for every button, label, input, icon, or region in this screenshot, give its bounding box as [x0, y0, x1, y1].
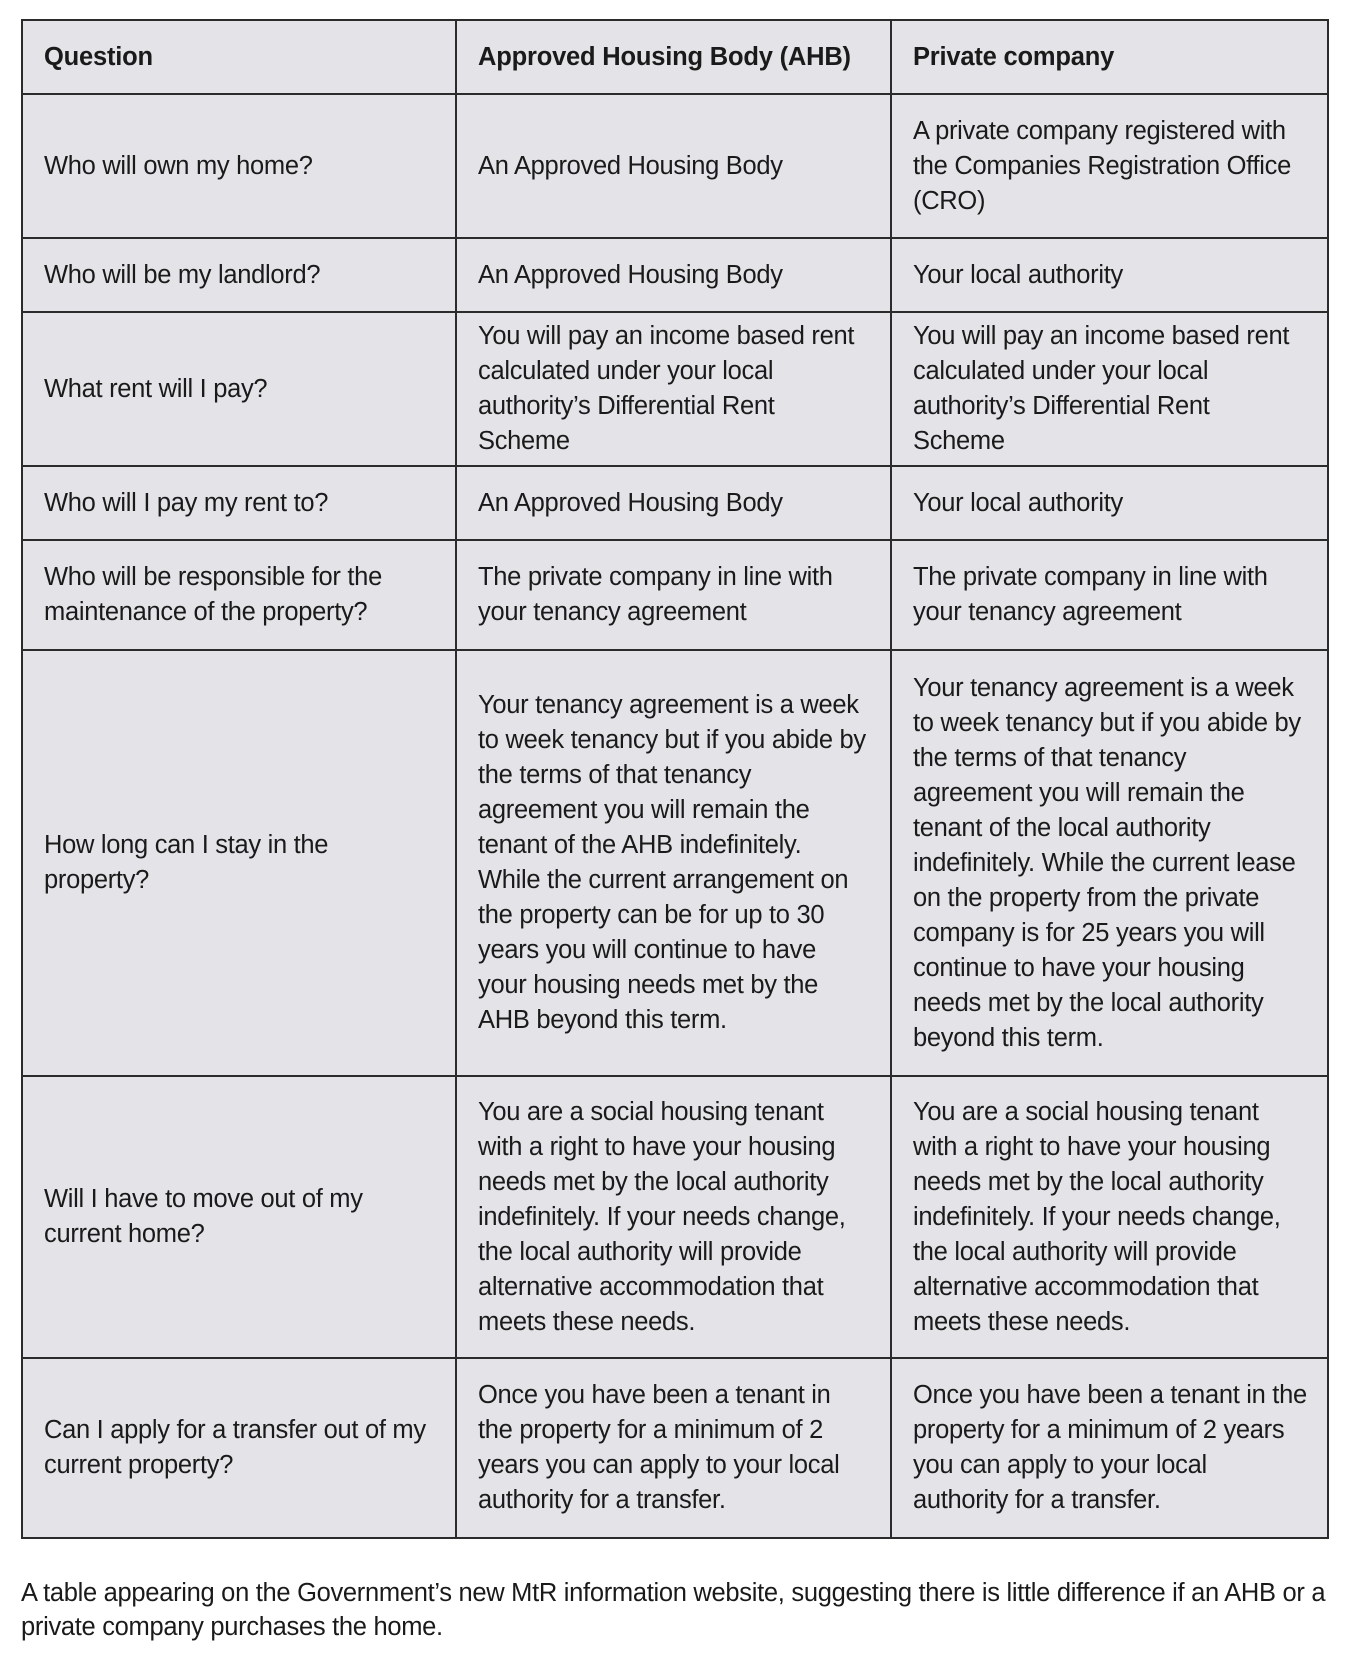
- private-company-answer-cell: You are a social housing tenant with a right to have your housing needs met by the local authority indefinitely. If your needs change, the local authority will provide alternative accommodation that meets these needs.: [891, 1076, 1328, 1358]
- question-cell: How long can I stay in the property?: [22, 650, 456, 1076]
- column-header-ahb: Approved Housing Body (AHB): [456, 20, 891, 94]
- ahb-answer-cell: An Approved Housing Body: [456, 94, 891, 238]
- table-row: [22, 540, 1328, 650]
- table-row: [22, 650, 1328, 1076]
- table-row: [22, 94, 1328, 238]
- question-cell: Who will be responsible for the maintenance of the property?: [22, 540, 456, 650]
- private-company-answer-cell: The private company in line with your tenancy agreement: [891, 540, 1328, 650]
- comparison-table: [21, 19, 1329, 1539]
- private-company-answer-cell: Your local authority: [891, 238, 1328, 312]
- ahb-answer-cell: An Approved Housing Body: [456, 238, 891, 312]
- private-company-answer-cell: Your local authority: [891, 466, 1328, 540]
- table-row: [22, 238, 1328, 312]
- question-cell: Who will be my landlord?: [22, 238, 456, 312]
- ahb-answer-cell: Your tenancy agreement is a week to week tenancy but if you abide by the terms of that tenancy agreement you will remain the tenant of the AHB indefinitely. While the current arrangement on the property can be for up to 30 years you will continue to have your housing needs met by the AHB beyond this term.: [456, 650, 891, 1076]
- column-header-private-company: Private company: [891, 20, 1328, 94]
- private-company-answer-cell: Once you have been a tenant in the property for a minimum of 2 years you can apply to your local authority for a transfer.: [891, 1358, 1328, 1538]
- table-caption: A table appearing on the Government’s new MtR information website, suggesting there is little difference if an AHB or a private company purchases the home.: [21, 1579, 1326, 1641]
- question-cell: Who will own my home?: [22, 94, 456, 238]
- question-cell: Will I have to move out of my current home?: [22, 1076, 456, 1358]
- private-company-answer-cell: A private company registered with the Companies Registration Office (CRO): [891, 94, 1328, 238]
- question-cell: What rent will I pay?: [22, 312, 456, 466]
- question-cell: Who will I pay my rent to?: [22, 466, 456, 540]
- ahb-answer-cell: You will pay an income based rent calculated under your local authority’s Differential Rent Scheme: [456, 312, 891, 466]
- column-header-question: Question: [22, 20, 456, 94]
- table-row: [22, 1076, 1328, 1358]
- private-company-answer-cell: You will pay an income based rent calculated under your local authority’s Differential Rent Scheme: [891, 312, 1328, 466]
- private-company-answer-cell: Your tenancy agreement is a week to week tenancy but if you abide by the terms of that tenancy agreement you will remain the tenant of the local authority indefinitely. While the current lease on the property from the private company is for 25 years you will continue to have your housing needs met by the local authority beyond this term.: [891, 650, 1328, 1076]
- ahb-answer-cell: Once you have been a tenant in the property for a minimum of 2 years you can apply to your local authority for a transfer.: [456, 1358, 891, 1538]
- table-row: [22, 1358, 1328, 1538]
- question-cell: Can I apply for a transfer out of my current property?: [22, 1358, 456, 1538]
- table-row: [22, 466, 1328, 540]
- table-row: [22, 312, 1328, 466]
- ahb-answer-cell: You are a social housing tenant with a right to have your housing needs met by the local authority indefinitely. If your needs change, the local authority will provide alternative accommodation that meets these needs.: [456, 1076, 891, 1358]
- table-header-row: [22, 20, 1328, 94]
- ahb-answer-cell: The private company in line with your tenancy agreement: [456, 540, 891, 650]
- ahb-answer-cell: An Approved Housing Body: [456, 466, 891, 540]
